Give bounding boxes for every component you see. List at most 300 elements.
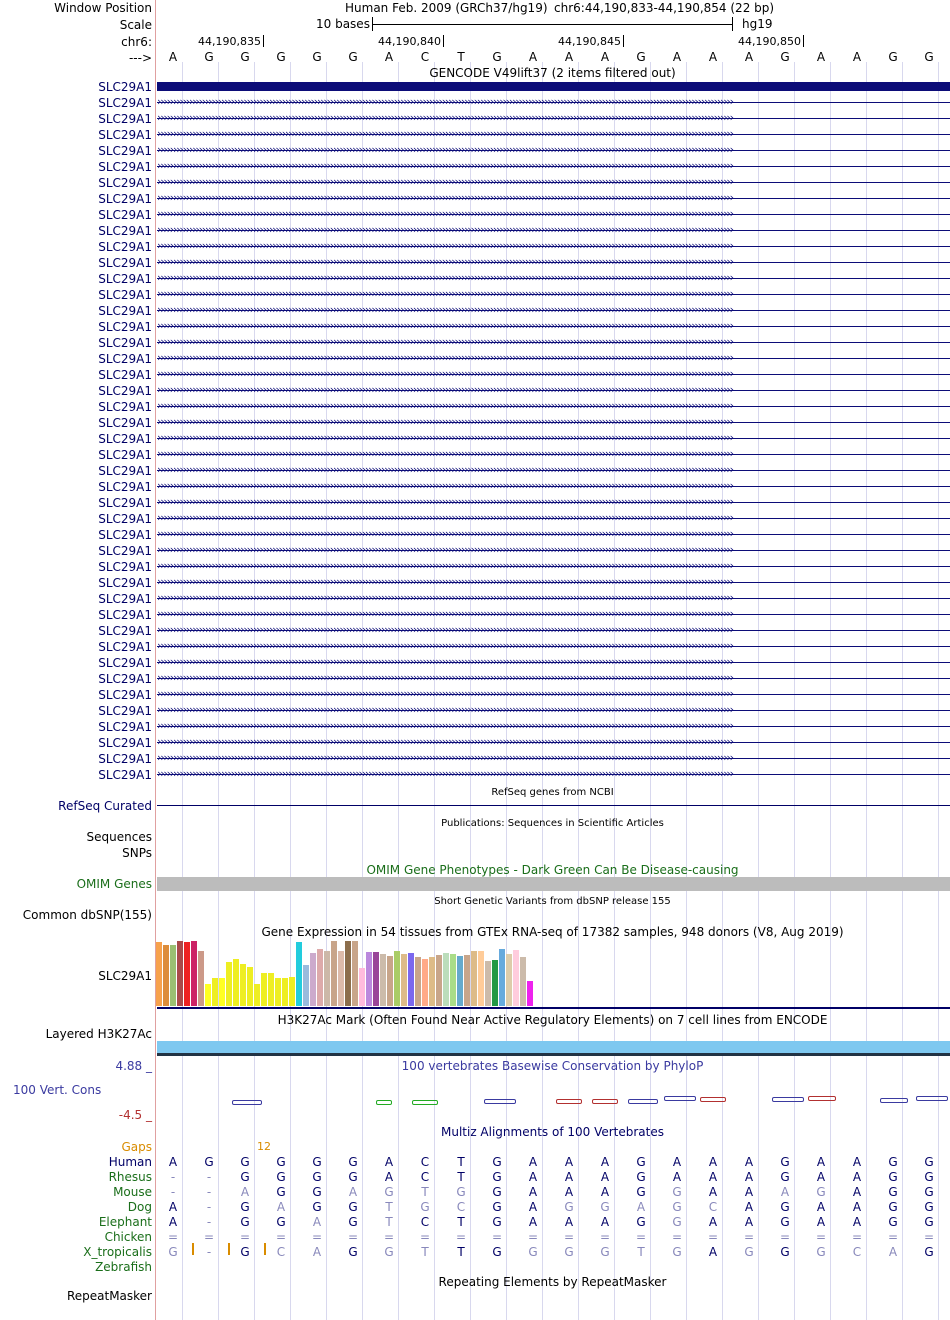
gtex-tissue-bar[interactable]	[373, 952, 379, 1006]
alignment-base: =	[708, 1230, 719, 1244]
position-readout[interactable]: chr6:44,190,833-44,190,854 (22 bp)	[554, 1, 775, 15]
alignment-base: G	[312, 1200, 322, 1214]
phylop-mark	[232, 1100, 262, 1105]
gencode-strand-arrows: ››››››››››››››››››››››››››››››››››››››››››››››››››››››››››››››››››››››››››››››››››››››››››››››››››››››››››››››››››››››››››››››››››››››››››››››››››››››››››››››››››››››››››››››››››››	[157, 175, 733, 188]
gtex-tissue-bar[interactable]	[233, 959, 239, 1006]
gencode-transcript-label[interactable]: SLC29A1	[98, 480, 152, 494]
alignment-base: G	[420, 1200, 430, 1214]
phylop-mark	[916, 1096, 948, 1101]
gencode-transcript-label[interactable]: SLC29A1	[98, 544, 152, 558]
phylop-track-title: 100 vertebrates Basewise Conservation by PhyloP	[401, 1059, 704, 1073]
alignment-base: =	[240, 1230, 251, 1244]
alignment-base: G	[240, 1155, 250, 1169]
gtex-tissue-bar[interactable]	[394, 951, 400, 1006]
multiz-track-title: Multiz Alignments of 100 Vertebrates	[440, 1125, 665, 1139]
gtex-tissue-bar[interactable]	[492, 960, 498, 1006]
phylop-mark	[556, 1099, 582, 1104]
alignment-base: A	[600, 1170, 610, 1184]
alignment-base: G	[816, 1245, 826, 1259]
gencode-strand-arrows: ››››››››››››››››››››››››››››››››››››››››››››››››››››››››››››››››››››››››››››››››››››››››››››››››››››››››››››››››››››››››››››››››››››››››››››››››››››››››››››››››››››››››››››››››››››	[157, 287, 733, 300]
alignment-base: A	[564, 1170, 574, 1184]
alignment-base: =	[168, 1230, 179, 1244]
gencode-strand-arrows: ››››››››››››››››››››››››››››››››››››››››››››››››››››››››››››››››››››››››››››››››››››››››››››››››››››››››››››››››››››››››››››››››››››››››››››››››››››››››››››››››››››››››››››››››››››	[157, 319, 733, 332]
alignment-base: A	[528, 1170, 538, 1184]
species-label[interactable]: Elephant	[98, 1215, 152, 1229]
alignment-base: G	[312, 1185, 322, 1199]
alignment-base: G	[492, 1155, 502, 1169]
gencode-transcript-label[interactable]: SLC29A1	[98, 512, 152, 526]
dbsnp-track-title: Short Genetic Variants from dbSNP release 155	[434, 896, 671, 907]
phylop-mark	[808, 1096, 836, 1101]
gencode-transcript-label[interactable]: SLC29A1	[98, 736, 152, 750]
alignment-base: G	[276, 1155, 286, 1169]
base-letter: A	[564, 50, 574, 64]
alignment-base: -	[206, 1215, 212, 1229]
gtex-tissue-bar[interactable]	[317, 949, 323, 1006]
gencode-transcript-label[interactable]: SLC29A1	[98, 144, 152, 158]
omim-gene-bar[interactable]	[157, 877, 950, 891]
ruler-tick-label: 44,190,850	[738, 35, 801, 48]
alignment-base: G	[816, 1185, 826, 1199]
alignment-base: A	[528, 1185, 538, 1199]
gtex-tissue-bar[interactable]	[450, 954, 456, 1006]
gtex-tissue-bar[interactable]	[261, 973, 267, 1006]
gtex-tissue-bar[interactable]	[527, 981, 533, 1006]
gencode-strand-arrows: ››››››››››››››››››››››››››››››››››››››››››››››››››››››››››››››››››››››››››››››››››››››››››››››››››››››››››››››››››››››››››››››››››››››››››››››››››››››››››››››››››››››››››››››››››››	[157, 255, 733, 268]
gencode-strand-arrows: ››››››››››››››››››››››››››››››››››››››››››››››››››››››››››››››››››››››››››››››››››››››››››››››››››››››››››››››››››››››››››››››››››››››››››››››››››››››››››››››››››››››››››››››››››››	[157, 239, 733, 252]
alignment-base: G	[348, 1200, 358, 1214]
alignment-base: C	[420, 1155, 430, 1169]
alignment-base: A	[564, 1155, 574, 1169]
base-letter: G	[312, 50, 322, 64]
gtex-tissue-bar[interactable]	[170, 945, 176, 1006]
alignment-base: G	[924, 1155, 934, 1169]
phylop-mark	[484, 1099, 516, 1104]
gencode-strand-arrows: ››››››››››››››››››››››››››››››››››››››››››››››››››››››››››››››››››››››››››››››››››››››››››››››››››››››››››››››››››››››››››››››››››››››››››››››››››››››››››››››››››››››››››››››››››››	[157, 223, 733, 236]
base-letter: A	[744, 50, 754, 64]
alignment-base: A	[708, 1170, 718, 1184]
species-label[interactable]: Dog	[127, 1200, 152, 1214]
gtex-tissue-bar[interactable]	[282, 978, 288, 1006]
gencode-strand-arrows: ››››››››››››››››››››››››››››››››››››››››››››››››››››››››››››››››››››››››››››››››››››››››››››››››››››››››››››››››››››››››››››››››››››››››››››››››››››››››››››››››››››››››››››››››››››	[157, 351, 733, 364]
alignment-base: A	[744, 1155, 754, 1169]
gencode-transcript-label[interactable]: SLC29A1	[98, 704, 152, 718]
alignment-base: G	[348, 1170, 358, 1184]
gtex-tissue-bar[interactable]	[366, 952, 372, 1006]
alignment-base: A	[528, 1155, 538, 1169]
phylop-mark	[412, 1100, 438, 1105]
refseq-label[interactable]: RefSeq Curated	[58, 799, 152, 813]
base-letter: G	[636, 50, 646, 64]
gtex-tissue-bar[interactable]	[429, 957, 435, 1006]
gencode-transcript-label[interactable]: SLC29A1	[98, 416, 152, 430]
alignment-base: T	[457, 1215, 465, 1229]
alignment-base: -	[170, 1185, 176, 1199]
phylop-label[interactable]: 100 Vert. Cons	[13, 1083, 102, 1097]
species-label[interactable]: Rhesus	[108, 1170, 152, 1184]
gtex-tissue-bar[interactable]	[338, 951, 344, 1006]
gencode-strand-arrows: ››››››››››››››››››››››››››››››››››››››››››››››››››››››››››››››››››››››››››››››››››››››››››››››››››››››››››››››››››››››››››››››››››››››››››››››››››››››››››››››››››››››››››››››››››››	[157, 559, 733, 572]
alignment-base: G	[636, 1185, 646, 1199]
alignment-base: A	[852, 1170, 862, 1184]
gencode-transcript-label[interactable]: SLC29A1	[98, 688, 152, 702]
alignment-base: G	[924, 1245, 934, 1259]
gtex-tissue-bar[interactable]	[520, 957, 526, 1006]
alignment-base: G	[312, 1155, 322, 1169]
base-letter: A	[528, 50, 538, 64]
alignment-base: A	[276, 1200, 286, 1214]
alignment-base: A	[852, 1155, 862, 1169]
alignment-base: G	[636, 1170, 646, 1184]
gtex-tissue-bar[interactable]	[247, 967, 253, 1006]
gtex-tissue-bar[interactable]	[352, 941, 358, 1006]
alignment-base: G	[492, 1245, 502, 1259]
base-letter: C	[420, 50, 430, 64]
gencode-transcript-label[interactable]: SLC29A1	[98, 560, 152, 574]
scale-bar-right-tick	[732, 17, 733, 31]
phylop-mark	[592, 1099, 618, 1104]
gencode-transcript-label[interactable]: SLC29A1	[98, 592, 152, 606]
gencode-strand-arrows: ››››››››››››››››››››››››››››››››››››››››››››››››››››››››››››››››››››››››››››››››››››››››››››››››››››››››››››››››››››››››››››››››››››››››››››››››››››››››››››››››››››››››››››››››››››	[157, 159, 733, 172]
h3k27ac-signal[interactable]	[157, 1041, 950, 1053]
gtex-tissue-bar[interactable]	[191, 941, 197, 1006]
alignment-base: A	[744, 1200, 754, 1214]
gtex-tissue-bar[interactable]	[177, 941, 183, 1006]
alignment-base: G	[672, 1245, 682, 1259]
alignment-base: -	[206, 1185, 212, 1199]
alignment-base: =	[528, 1230, 539, 1244]
gtex-tissue-bar[interactable]	[219, 978, 225, 1006]
gencode-transcript-label[interactable]: SLC29A1	[98, 240, 152, 254]
alignment-base: T	[385, 1215, 393, 1229]
gtex-tissue-bar[interactable]	[485, 961, 491, 1006]
gtex-tissue-bar[interactable]	[359, 968, 365, 1006]
alignment-base: C	[276, 1245, 286, 1259]
ruler-tick-mark	[803, 35, 804, 47]
gencode-transcript-label[interactable]: SLC29A1	[98, 320, 152, 334]
phylop-min: -4.5 _	[118, 1108, 152, 1122]
alignment-base: A	[744, 1170, 754, 1184]
alignment-base: G	[672, 1215, 682, 1229]
alignment-base: A	[636, 1200, 646, 1214]
gtex-tissue-bar[interactable]	[268, 973, 274, 1006]
alignment-base: =	[816, 1230, 827, 1244]
gtex-track-title: Gene Expression in 54 tissues from GTEx RNA-seq of 17382 samples, 948 donors (V8, Aug 2019)	[261, 925, 844, 939]
gtex-tissue-bar[interactable]	[240, 964, 246, 1006]
species-label[interactable]: Human	[108, 1155, 152, 1169]
alignment-base: A	[564, 1215, 574, 1229]
publications-track-title: Publications: Sequences in Scientific Articles	[441, 818, 664, 829]
alignment-base: G	[564, 1245, 574, 1259]
gtex-bar-chart[interactable]	[156, 940, 536, 1006]
gencode-transcript-label[interactable]: SLC29A1	[98, 432, 152, 446]
gtex-tissue-bar[interactable]	[380, 954, 386, 1006]
alignment-base: G	[492, 1200, 502, 1214]
gtex-tissue-bar[interactable]	[310, 953, 316, 1006]
gencode-transcript-label[interactable]: SLC29A1	[98, 96, 152, 110]
gencode-strand-arrows: ››››››››››››››››››››››››››››››››››››››››››››››››››››››››››››››››››››››››››››››››››››››››››››››››››››››››››››››››››››››››››››››››››››››››››››››››››››››››››››››››››››››››››››››››››››	[157, 111, 733, 124]
gencode-transcript-label[interactable]: SLC29A1	[98, 352, 152, 366]
alignment-base: A	[600, 1185, 610, 1199]
alignment-base: G	[528, 1245, 538, 1259]
gencode-transcript-label[interactable]: SLC29A1	[98, 400, 152, 414]
phylop-mark	[628, 1099, 658, 1104]
alignment-base: A	[888, 1245, 898, 1259]
alignment-base: G	[888, 1170, 898, 1184]
gtex-tissue-bar[interactable]	[457, 956, 463, 1006]
gencode-transcript-label[interactable]: SLC29A1	[98, 272, 152, 286]
scale-bar-left-tick	[372, 17, 373, 31]
gtex-tissue-bar[interactable]	[289, 977, 295, 1006]
alignment-base: A	[240, 1185, 250, 1199]
gencode-transcript-label[interactable]: SLC29A1	[98, 384, 152, 398]
alignment-base: =	[204, 1230, 215, 1244]
alignment-base: G	[780, 1155, 790, 1169]
gencode-transcript-label[interactable]: SLC29A1	[98, 672, 152, 686]
alignment-base: A	[600, 1155, 610, 1169]
alignment-base: C	[420, 1170, 430, 1184]
gencode-strand-arrows: ››››››››››››››››››››››››››››››››››››››››››››››››››››››››››››››››››››››››››››››››››››››››››››››››››››››››››››››››››››››››››››››››››››››››››››››››››››››››››››››››››››››››››››››››››››	[157, 527, 733, 540]
gencode-transcript-label[interactable]: SLC29A1	[98, 528, 152, 542]
species-label[interactable]: Mouse	[113, 1185, 152, 1199]
snps-label[interactable]: SNPs	[122, 846, 152, 860]
gencode-strand-arrows: ››››››››››››››››››››››››››››››››››››››››››››››››››››››››››››››››››››››››››››››››››››››››››››››››››››››››››››››››››››››››››››››››››››››››››››››››››››››››››››››››››››››››››››››››››››	[157, 623, 733, 636]
gtex-tissue-bar[interactable]	[506, 954, 512, 1006]
gtex-tissue-bar[interactable]	[345, 941, 351, 1006]
base-letter: A	[600, 50, 610, 64]
ruler-tick-mark	[443, 35, 444, 47]
gencode-transcript-label[interactable]: SLC29A1	[98, 304, 152, 318]
alignment-base: -	[206, 1245, 212, 1259]
gaps-label[interactable]: Gaps	[121, 1140, 152, 1154]
gencode-transcript-label[interactable]: SLC29A1	[98, 576, 152, 590]
alignment-base: T	[457, 1155, 465, 1169]
gencode-strand-arrows: ››››››››››››››››››››››››››››››››››››››››››››››››››››››››››››››››››››››››››››››››››››››››››››››››››››››››››››››››››››››››››››››››››››››››››››››››››››››››››››››››››››››››››››››››››››	[157, 543, 733, 556]
gencode-transcript-label[interactable]: SLC29A1	[98, 640, 152, 654]
gencode-transcript-label[interactable]: SLC29A1	[98, 496, 152, 510]
gtex-tissue-bar[interactable]	[226, 962, 232, 1006]
gtex-tissue-bar[interactable]	[198, 951, 204, 1006]
base-letter: G	[348, 50, 358, 64]
species-label[interactable]: Chicken	[104, 1230, 152, 1244]
alignment-base: G	[348, 1215, 358, 1229]
h3k27ac-baseline	[157, 1053, 950, 1056]
gencode-strand-arrows: ››››››››››››››››››››››››››››››››››››››››››››››››››››››››››››››››››››››››››››››››››››››››››››››››››››››››››››››››››››››››››››››››››››››››››››››››››››››››››››››››››››››››››››››››››››	[157, 95, 733, 108]
alignment-base: G	[204, 1155, 214, 1169]
alignment-base: A	[744, 1185, 754, 1199]
base-letter: G	[924, 50, 934, 64]
h3k27ac-label[interactable]: Layered H3K27Ac	[45, 1027, 152, 1041]
sequences-label[interactable]: Sequences	[86, 830, 152, 844]
alignment-base: G	[924, 1185, 934, 1199]
base-letter: G	[780, 50, 790, 64]
gencode-transcript-label[interactable]: SLC29A1	[98, 192, 152, 206]
ruler-tick-mark	[623, 35, 624, 47]
alignment-base: G	[348, 1245, 358, 1259]
alignment-base: G	[240, 1215, 250, 1229]
gtex-tissue-bar[interactable]	[275, 978, 281, 1006]
alignment-base: =	[492, 1230, 503, 1244]
repeatmasker-track-title: Repeating Elements by RepeatMasker	[438, 1275, 667, 1289]
gencode-transcript-label[interactable]: SLC29A1	[98, 112, 152, 126]
gencode-transcript-label[interactable]: SLC29A1	[98, 608, 152, 622]
alignment-base: =	[276, 1230, 287, 1244]
species-label[interactable]: Zebrafish	[95, 1260, 152, 1274]
gtex-tissue-bar[interactable]	[184, 942, 190, 1006]
omim-label[interactable]: OMIM Genes	[76, 877, 152, 891]
ruler-tick-mark	[263, 35, 264, 47]
gencode-transcript-label[interactable]: SLC29A1	[98, 448, 152, 462]
gencode-strand-arrows: ››››››››››››››››››››››››››››››››››››››››››››››››››››››››››››››››››››››››››››››››››››››››››››››››››››››››››››››››››››››››››››››››››››››››››››››››››››››››››››››››››››››››››››››››››››	[157, 479, 733, 492]
alignment-base: G	[276, 1170, 286, 1184]
gtex-tissue-bar[interactable]	[401, 954, 407, 1006]
alignment-base: A	[708, 1245, 718, 1259]
alignment-base: C	[420, 1215, 430, 1229]
alignment-base: G	[384, 1185, 394, 1199]
assembly-title: Human Feb. 2009 (GRCh37/hg19)	[345, 1, 548, 15]
gencode-strand-arrows: ››››››››››››››››››››››››››››››››››››››››››››››››››››››››››››››››››››››››››››››››››››››››››››››››››››››››››››››››››››››››››››››››››››››››››››››››››››››››››››››››››››››››››››››››››››	[157, 399, 733, 412]
alignment-base: G	[780, 1200, 790, 1214]
alignment-base: A	[816, 1170, 826, 1184]
gtex-tissue-bar[interactable]	[303, 965, 309, 1006]
gencode-transcript-label[interactable]: SLC29A1	[98, 80, 152, 94]
gtex-label[interactable]: SLC29A1	[98, 969, 152, 983]
gtex-tissue-bar[interactable]	[156, 942, 162, 1006]
gencode-transcript-label[interactable]: SLC29A1	[98, 368, 152, 382]
gtex-tissue-bar[interactable]	[436, 955, 442, 1006]
gencode-strand-arrows: ››››››››››››››››››››››››››››››››››››››››››››››››››››››››››››››››››››››››››››››››››››››››››››››››››››››››››››››››››››››››››››››››››››››››››››››››››››››››››››››››››››››››››››››››››››	[157, 143, 733, 156]
base-letter: G	[888, 50, 898, 64]
alignment-base: A	[168, 1200, 178, 1214]
gencode-transcript-label[interactable]: SLC29A1	[98, 160, 152, 174]
alignment-base: =	[672, 1230, 683, 1244]
gtex-tissue-bar[interactable]	[464, 955, 470, 1006]
gtex-tissue-bar[interactable]	[212, 978, 218, 1006]
gap-marker	[192, 1243, 194, 1255]
alignment-base: G	[780, 1245, 790, 1259]
alignment-base: G	[276, 1185, 286, 1199]
alignment-base: G	[564, 1200, 574, 1214]
base-letter: G	[204, 50, 214, 64]
gencode-transcript-label[interactable]: SLC29A1	[98, 656, 152, 670]
alignment-base: G	[888, 1200, 898, 1214]
gencode-strand-arrows: ››››››››››››››››››››››››››››››››››››››››››››››››››››››››››››››››››››››››››››››››››››››››››››››››››››››››››››››››››››››››››››››››››››››››››››››››››››››››››››››››››››››››››››››››››››	[157, 719, 733, 732]
base-letter: A	[816, 50, 826, 64]
dbsnp-label[interactable]: Common dbSNP(155)	[22, 908, 152, 922]
gencode-strand-arrows: ››››››››››››››››››››››››››››››››››››››››››››››››››››››››››››››››››››››››››››››››››››››››››››››››››››››››››››››››››››››››››››››››››››››››››››››››››››››››››››››››››››››››››››››››››››	[157, 767, 733, 780]
gencode-transcript-label[interactable]: SLC29A1	[98, 720, 152, 734]
gencode-transcript-label[interactable]: SLC29A1	[98, 176, 152, 190]
alignment-base: G	[492, 1215, 502, 1229]
gencode-strand-arrows: ››››››››››››››››››››››››››››››››››››››››››››››››››››››››››››››››››››››››››››››››››››››››››››››››››››››››››››››››››››››››››››››››››››››››››››››››››››››››››››››››››››››››››››››››››››	[157, 383, 733, 396]
gap-marker	[228, 1243, 230, 1255]
gencode-transcript-label[interactable]: SLC29A1	[98, 336, 152, 350]
gtex-tissue-bar[interactable]	[478, 951, 484, 1006]
alignment-base: A	[528, 1215, 538, 1229]
gtex-tissue-bar[interactable]	[296, 942, 302, 1006]
scale-text: 10 bases	[316, 17, 370, 31]
chrom-label: chr6:	[121, 35, 152, 49]
alignment-base: C	[456, 1200, 466, 1214]
alignment-base: A	[168, 1215, 178, 1229]
alignment-base: G	[348, 1155, 358, 1169]
gtex-tissue-bar[interactable]	[331, 941, 337, 1006]
alignment-base: A	[816, 1200, 826, 1214]
gencode-transcript-label[interactable]: SLC29A1	[98, 624, 152, 638]
gtex-tissue-bar[interactable]	[513, 950, 519, 1006]
gencode-transcript-label[interactable]: SLC29A1	[98, 464, 152, 478]
gtex-tissue-bar[interactable]	[205, 984, 211, 1006]
alignment-base: A	[852, 1215, 862, 1229]
alignment-base: =	[780, 1230, 791, 1244]
ruler-tick-label: 44,190,835	[198, 35, 261, 48]
gencode-transcript-label[interactable]: SLC29A1	[98, 208, 152, 222]
alignment-base: A	[708, 1185, 718, 1199]
alignment-base: C	[708, 1200, 718, 1214]
alignment-base: A	[312, 1245, 322, 1259]
alignment-base: G	[600, 1245, 610, 1259]
gencode-strand-arrows: ››››››››››››››››››››››››››››››››››››››››››››››››››››››››››››››››››››››››››››››››››››››››››››››››››››››››››››››››››››››››››››››››››››››››››››››››››››››››››››››››››››››››››››››››››››	[157, 671, 733, 684]
gencode-transcript-label[interactable]: SLC29A1	[98, 224, 152, 238]
alignment-base: =	[744, 1230, 755, 1244]
gencode-transcript-label[interactable]: SLC29A1	[98, 768, 152, 782]
gencode-exon-block[interactable]	[157, 82, 950, 91]
gtex-tissue-bar[interactable]	[422, 959, 428, 1006]
gtex-tissue-bar[interactable]	[443, 953, 449, 1006]
phylop-mark	[772, 1097, 804, 1102]
species-label[interactable]: X_tropicalis	[83, 1245, 152, 1259]
gtex-tissue-bar[interactable]	[387, 956, 393, 1006]
alignment-base: A	[744, 1215, 754, 1229]
alignment-base: G	[672, 1185, 682, 1199]
alignment-base: G	[240, 1170, 250, 1184]
gencode-strand-arrows: ››››››››››››››››››››››››››››››››››››››››››››››››››››››››››››››››››››››››››››››››››››››››››››››››››››››››››››››››››››››››››››››››››››››››››››››››››››››››››››››››››››››››››››››››››››	[157, 303, 733, 316]
gtex-tissue-bar[interactable]	[408, 953, 414, 1006]
gtex-tissue-bar[interactable]	[499, 949, 505, 1006]
alignment-base: A	[564, 1185, 574, 1199]
gencode-strand-arrows: ››››››››››››››››››››››››››››››››››››››››››››››››››››››››››››››››››››››››››››››››››››››››››››››››››››››››››››››››››››››››››››››››››››››››››››››››››››››››››››››››››››››››››››››››››››	[157, 655, 733, 668]
gencode-transcript-label[interactable]: SLC29A1	[98, 288, 152, 302]
alignment-base: G	[492, 1185, 502, 1199]
gencode-strand-arrows: ››››››››››››››››››››››››››››››››››››››››››››››››››››››››››››››››››››››››››››››››››››››››››››››››››››››››››››››››››››››››››››››››››››››››››››››››››››››››››››››››››››››››››››››››››››	[157, 447, 733, 460]
gencode-strand-arrows: ››››››››››››››››››››››››››››››››››››››››››››››››››››››››››››››››››››››››››››››››››››››››››››››››››››››››››››››››››››››››››››››››››››››››››››››››››››››››››››››››››››››››››››››››››››	[157, 575, 733, 588]
gtex-tissue-bar[interactable]	[471, 951, 477, 1006]
gencode-strand-arrows: ››››››››››››››››››››››››››››››››››››››››››››››››››››››››››››››››››››››››››››››››››››››››››››››››››››››››››››››››››››››››››››››››››››››››››››››››››››››››››››››››››››››››››››››››››››	[157, 751, 733, 764]
gencode-transcript-label[interactable]: SLC29A1	[98, 752, 152, 766]
gtex-tissue-bar[interactable]	[254, 984, 260, 1006]
refseq-track-line[interactable]	[157, 805, 950, 806]
gtex-tissue-bar[interactable]	[324, 951, 330, 1006]
alignment-base: G	[888, 1215, 898, 1229]
alignment-base: T	[457, 1245, 465, 1259]
alignment-base: =	[564, 1230, 575, 1244]
gencode-transcript-label[interactable]: SLC29A1	[98, 256, 152, 270]
alignment-base: A	[384, 1155, 394, 1169]
base-letter: G	[492, 50, 502, 64]
gencode-strand-arrows: ››››››››››››››››››››››››››››››››››››››››››››››››››››››››››››››››››››››››››››››››››››››››››››››››››››››››››››››››››››››››››››››››››››››››››››››››››››››››››››››››››››››››››››››››››››	[157, 207, 733, 220]
base-letter: A	[852, 50, 862, 64]
gtex-tissue-bar[interactable]	[415, 957, 421, 1006]
gencode-transcript-label[interactable]: SLC29A1	[98, 128, 152, 142]
alignment-base: G	[924, 1170, 934, 1184]
gtex-tissue-bar[interactable]	[163, 945, 169, 1006]
repeatmasker-label[interactable]: RepeatMasker	[66, 1289, 152, 1303]
alignment-base: G	[888, 1185, 898, 1199]
alignment-base: G	[456, 1185, 466, 1199]
alignment-base: T	[637, 1245, 645, 1259]
alignment-base: =	[852, 1230, 863, 1244]
alignment-base: A	[672, 1170, 682, 1184]
